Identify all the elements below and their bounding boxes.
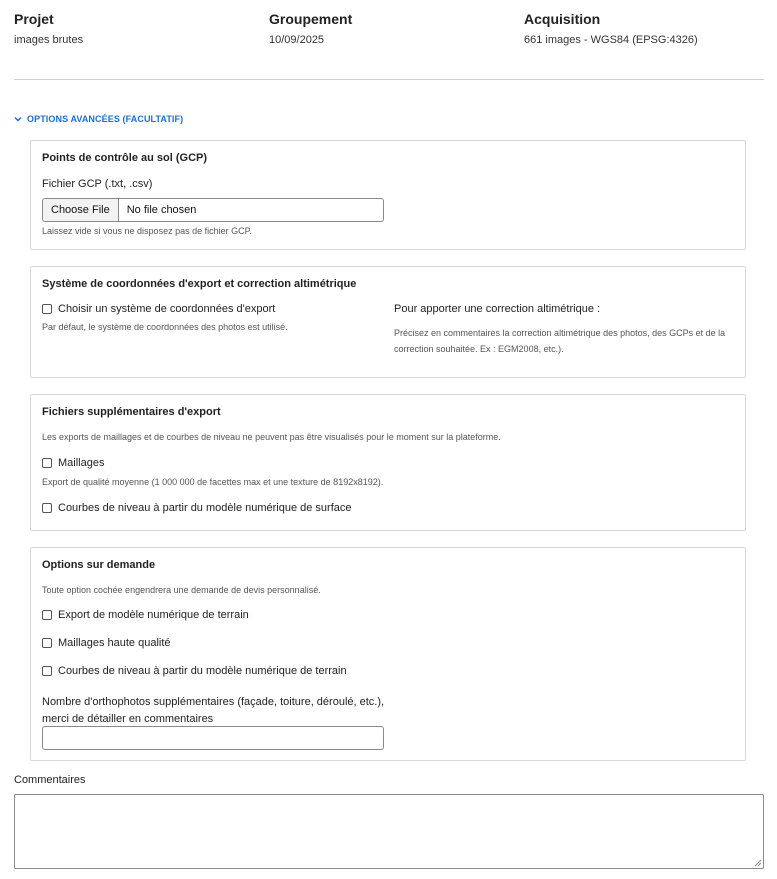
gcp-panel-title: Points de contrôle au sol (GCP)	[42, 152, 208, 164]
coords-panel-title: Système de coordonnées d'export et correction altimétrique	[42, 278, 357, 290]
hq-mesh-checkbox-row[interactable]	[42, 637, 171, 649]
orthophotos-label-line1: Nombre d'orthophotos supplémentaires (façade, toiture, déroulé, etc.),	[42, 696, 385, 708]
extra-files-panel	[30, 394, 746, 531]
gcp-panel	[30, 140, 746, 250]
summary-divider	[14, 79, 764, 80]
mesh-hint: Export de qualité moyenne (1 000 000 de facettes max et une texture de 8192x8192).	[42, 477, 384, 487]
summary-projet-value: images brutes	[14, 34, 84, 46]
on-demand-note: Toute option cochée engendrera une demande de devis personnalisé.	[42, 585, 321, 595]
mesh-checkbox[interactable]	[42, 458, 52, 468]
comments-label: Commentaires	[14, 774, 86, 786]
export-crs-checkbox[interactable]	[42, 304, 52, 314]
terrain-contours-checkbox[interactable]	[42, 666, 52, 676]
export-crs-hint: Par défaut, le système de coordonnées des photos est utilisé.	[42, 322, 288, 332]
surface-contours-checkbox-row[interactable]	[42, 502, 352, 514]
extra-files-title: Fichiers supplémentaires d'export	[42, 406, 221, 418]
summary-projet	[14, 10, 83, 47]
summary-groupement	[269, 10, 352, 47]
summary-groupement-value: 10/09/2025	[269, 34, 325, 46]
gcp-file-label: Fichier GCP (.txt, .csv)	[42, 178, 153, 190]
hq-mesh-label: Maillages haute qualité	[58, 637, 171, 649]
extra-files-note: Les exports de maillages et de courbes de niveau ne peuvent pas être visualisés pour le moment sur la plateforme.	[42, 432, 501, 442]
summary-groupement-title: Groupement	[269, 11, 353, 27]
export-crs-checkbox-row[interactable]	[42, 303, 275, 315]
project-summary	[14, 10, 764, 50]
summary-acquisition-title: Acquisition	[524, 11, 601, 27]
dtm-label: Export de modèle numérique de terrain	[58, 609, 249, 621]
hq-mesh-checkbox[interactable]	[42, 638, 52, 648]
on-demand-title: Options sur demande	[42, 559, 156, 571]
surface-contours-checkbox[interactable]	[42, 503, 52, 513]
mesh-label: Maillages	[58, 457, 105, 469]
advanced-options-label: OPTIONS AVANCÉES (FACULTATIF)	[27, 114, 184, 124]
correction-text: Précisez en commentaires la correction altimétrique des photos, des GCPs et de la correction souhaitée. Ex : EGM2008, etc.).	[394, 328, 726, 354]
on-demand-panel	[30, 547, 746, 761]
comments-textarea[interactable]	[14, 794, 764, 869]
summary-acquisition-value: 661 images - WGS84 (EPSG:4326)	[524, 34, 698, 46]
dtm-checkbox[interactable]	[42, 610, 52, 620]
terrain-contours-checkbox-row[interactable]	[42, 665, 347, 677]
summary-acquisition	[524, 10, 698, 47]
chevron-down-icon	[14, 116, 22, 122]
orthophotos-label-line2: merci de détailler en commentaires	[42, 713, 214, 725]
terrain-contours-label: Courbes de niveau à partir du modèle numérique de terrain	[58, 665, 347, 677]
mesh-checkbox-row[interactable]	[42, 457, 104, 469]
correction-title: Pour apporter une correction altimétrique :	[394, 303, 601, 315]
summary-projet-title: Projet	[14, 11, 54, 27]
advanced-options-toggle[interactable]	[14, 114, 183, 124]
surface-contours-label: Courbes de niveau à partir du modèle numérique de surface	[58, 502, 352, 514]
orthophotos-label	[42, 694, 384, 728]
coords-panel	[30, 266, 746, 378]
dtm-checkbox-row[interactable]	[42, 609, 249, 621]
choose-file-button[interactable]: Choose File	[43, 199, 119, 221]
orthophotos-input[interactable]	[42, 726, 384, 750]
file-status-text: No file chosen	[126, 204, 197, 216]
resize-handle-icon[interactable]	[753, 858, 762, 867]
gcp-file-input[interactable]	[42, 198, 384, 222]
export-crs-label: Choisir un système de coordonnées d'export	[58, 303, 276, 315]
gcp-hint: Laissez vide si vous ne disposez pas de fichier GCP.	[42, 226, 252, 236]
